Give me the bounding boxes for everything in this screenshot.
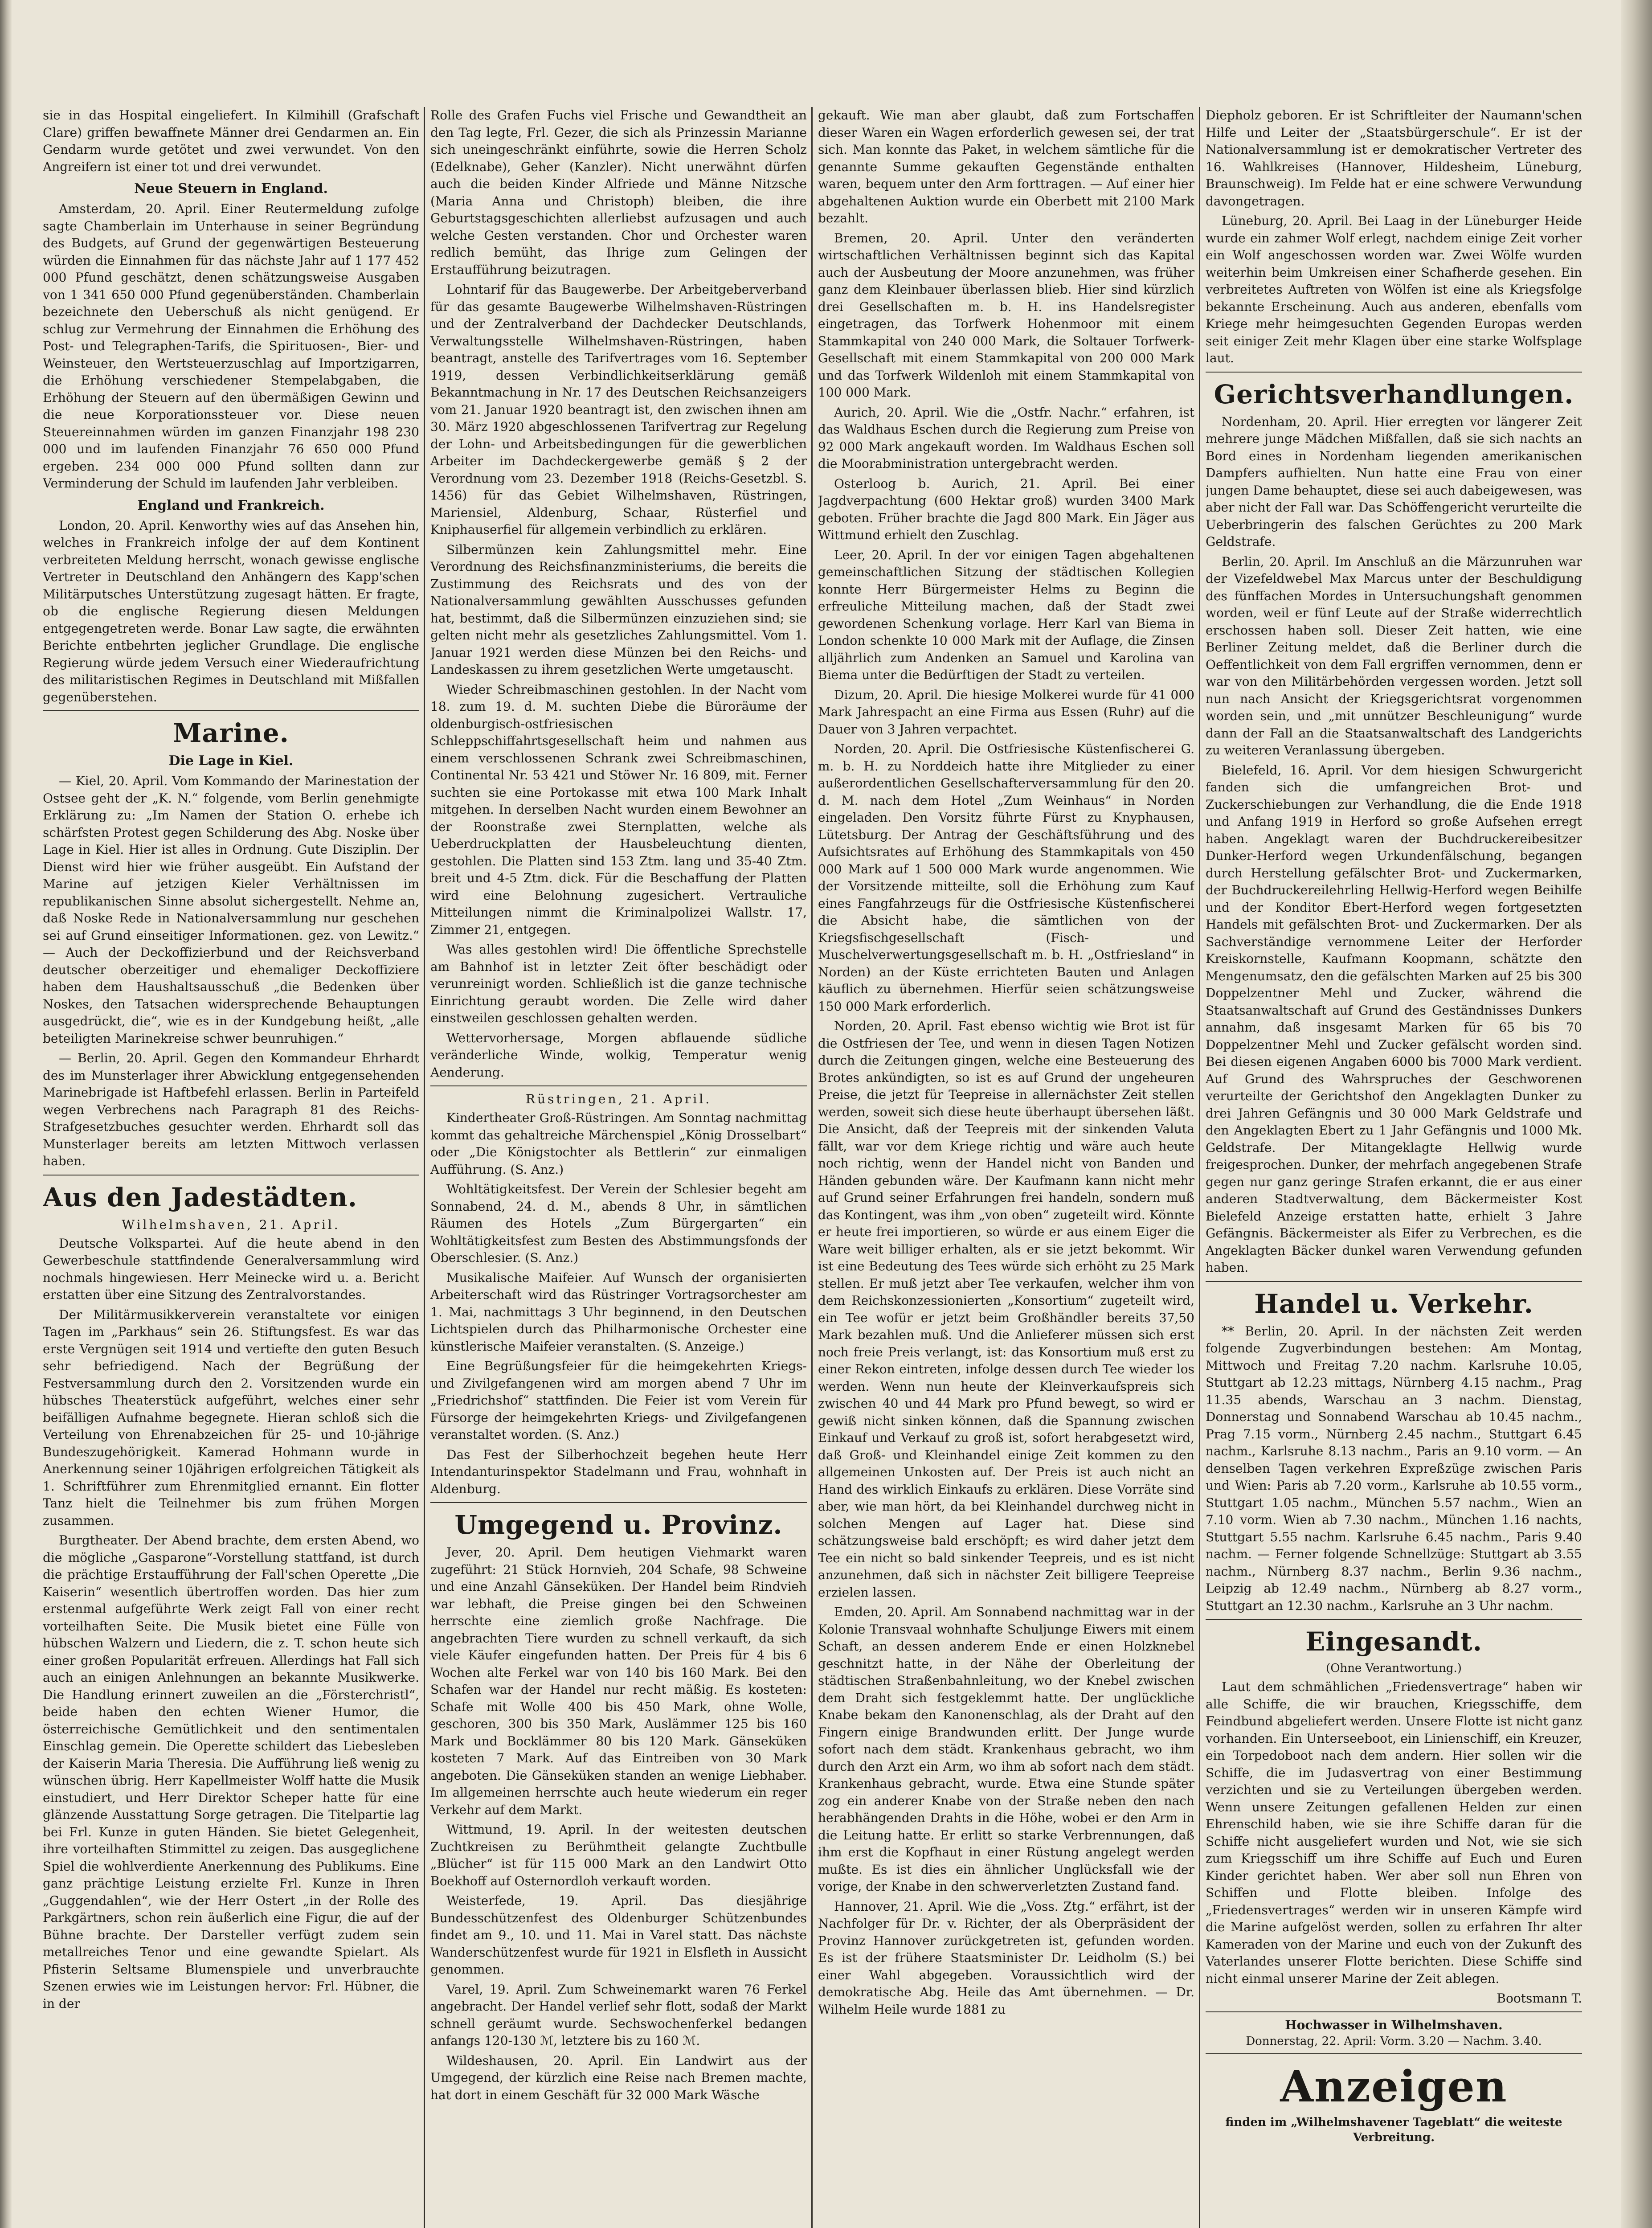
article-headline: Die Lage in Kiel. [168, 753, 294, 769]
column-rule [1199, 107, 1200, 2228]
section-divider [1206, 1281, 1582, 1282]
scan-edge-right [1621, 0, 1652, 2228]
newspaper-page [43, 107, 1589, 2228]
column-3 [818, 107, 1194, 2228]
dateline: Wilhelmshaven, 21. April. [122, 1217, 340, 1232]
column-2 [430, 107, 807, 2228]
editorial-note: (Ohne Verantwortung.) [1326, 1662, 1462, 1675]
article-paragraph: Berlin, 20. April. Im Anschluß an die Märzunruhen war der Vizefeldwebel Max Marcus unter der Beschuldigung des fünffachen Mordes in Untersuchungshaft genommen worden, weil er fünf Leute auf der Straße widerrechtlich erschossen haben soll. Dieser Zeit hatten, wie eine Berliner Zeitung meldet, daß die Berliner durch die Oeffentlichkeit von dem Fall ergriffen vernommen, denn er war von den Militärbehörden vergessen worden. Jetzt soll nun nach Ansicht der Kriegsgerichtsrat vorgenommen worden sein, und „mit unnützer Beschleunigung“ wurde dann der Fall an die Staatsanwaltschaft des Landgerichts zu weiteren Veranlassung übergeben. [1206, 554, 1582, 758]
article-paragraph: Kindertheater Groß-Rüstringen. Am Sonntag nachmittag kommt das gehaltreiche Märchenspiel „König Drosselbart“ oder „Die Königstochter als Bettlerin“ zur einmaligen Aufführung. (S. Anz.) [430, 1110, 807, 1177]
section-divider [430, 1085, 807, 1086]
section-divider [1206, 372, 1582, 373]
article-headline: Neue Steuern in England. [134, 181, 328, 197]
article-paragraph: Dizum, 20. April. Die hiesige Molkerei wurde für 41 000 Mark Jahrespacht an eine Firma aus Essen (Ruhr) auf die Dauer von 3 Jahren verpachtet. [818, 687, 1194, 737]
article-paragraph: Rolle des Grafen Fuchs viel Frische und Gewandtheit an den Tag legte, Frl. Gezer, die sich als Prinzessin Marianne sich uneingeschränkt einführte, sowie die Herren Scholz (Edelknabe), Geher (Kanzler). Nicht unerwähnt dürfen auch die beiden Kinder Alfriede und Männe Nitzsche (Maria Anna und Christoph) bleiben, die ihre Geburtstagsgeschichten allerliebst aufzusagen und auch welche Gesten verstanden. Chor und Orchester waren redlich bemüht, das Ihrige zum Gelingen der Erstaufführung beizutragen. [430, 108, 807, 277]
section-heading: Marine. [173, 718, 289, 748]
article-paragraph: Weisterfede, 19. April. Das diesjährige Bundesschützenfest des Oldenburger Schützenbundes findet am 9., 10. und 11. Mai in Varel statt. Das nächste Wanderschützenfest wurde für 1921 in Elsfleth in Aussicht genommen. [430, 1893, 807, 1977]
column-rule [811, 107, 813, 2228]
article-paragraph: Eine Begrüßungsfeier für die heimgekehrten Kriegs- und Zivilgefangenen wird am morgen abend 7 Uhr im „Friedrichshof“ stattfinden. Die Feier ist vom Verein für Fürsorge der heimgekehrten Kriegs- und Zivilgefangenen veranstaltet worden. (S. Anz.) [430, 1359, 807, 1442]
letter-signature: Bootsmann T. [1497, 1991, 1582, 2006]
article-paragraph: Nordenham, 20. April. Hier erregten vor längerer Zeit mehrere junge Mädchen Mißfallen, daß sie sich nachts an Bord eines in Nordenham liegenden amerikanischen Dampfers aufhielten. Nun hatte eine Frau von einer jungen Dame behauptet, diese sei auch dabeigewesen, was aber nicht der Fall war. Das Schöffengericht verurteilte die Ueberbringerin des falschen Gerüchtes zu 200 Mark Geldstrafe. [1206, 414, 1582, 549]
article-paragraph: Burgtheater. Der Abend brachte, dem ersten Abend, wo die mögliche „Gasparone“-Vorstellung stattfand, ist durch die prächtige Erstaufführung der Fall'schen Operette „Die Kaiserin“ wesentlich übertroffen worden. Das hier zum erstenmal aufgeführte Werk zeigt Fall von einer recht vorteilhaften Seite. Die Musik bietet eine Fülle von hübschen Walzern und Liedern, die z. T. schon heute sich einer großen Popularität erfreuen. Allerdings hat Fall sich auch an einigen Anlehnungen an bekannte Musikwerke. Die Handlung erinnert zuweilen an die „Försterchristl“, beide haben den echten Wiener Humor, die österreichische Gemütlichkeit und den sentimentalen Einschlag gemein. Die Operette schildert das Liebesleben der Kaiserin Maria Theresia. Die Aufführung ließ wenig zu wünschen übrig. Herr Kapellmeister Wolff hatte die Musik einstudiert, und Herr Direktor Scheper hatte für eine glänzende Ausstattung Sorge getragen. Die Titelpartie lag bei Frl. Kunze in guten Händen. Sie bietet Gelegenheit, ihre vorteilhaften Stimmittel zu zeigen. Das ausgeglichene Spiel die wohlverdiente Anerkennung des Publikums. Eine ganz prächtige Leistung erzielte Frl. Kunze in Ihren „Guggendahlen“, wie der Herr Ostert „in der Rolle des Parkgärtners, schon rein äußerlich eine Figur, die auf der Bühne brachte. Der Darsteller verfügt zudem sein metallreiches Tenor und eine gewandte Spielart. Als Pfisterin Seltsame Blumenspiele und unverbrauchte Szenen erwies wie im Leistungen hervor: Frl. Hübner, die in der [43, 1533, 419, 2011]
article-paragraph: sie in das Hospital eingeliefert. In Kilmihill (Grafschaft Clare) griffen bewaffnete Männer drei Gendarmen an. Ein Gendarm wurde getötet und zwei verwundet. Von den Angreifern ist einer tot und drei verwundet. [43, 108, 419, 174]
article-paragraph: — Berlin, 20. April. Gegen den Kommandeur Ehrhardt des im Munsterlager ihrer Abwicklung entgegensehenden Marinebrigade ist Haftbefehl erlassen. Berlin in Parteifeld wegen Verbrechens nach Paragraph 81 des Reichs-Strafgesetzbuches gesuchter werden. Ehrhardt soll das Munsterlager bereits am letzten Mittwoch verlassen haben. [43, 1051, 419, 1168]
article-paragraph: Hannover, 21. April. Wie die „Voss. Ztg.“ erfährt, ist der Nachfolger für Dr. v. Richter, der als Oberpräsident der Provinz Hannover zurückgetreten ist, gefunden worden. Es ist der frühere Staatsminister Dr. Leidholm (S.) bei einer Wahl abgegeben. Voraussichtlich wird der demokratische Abg. Heile das Amt übernehmen. — Dr. Wilhelm Heile wurde 1881 zu [818, 1899, 1194, 2017]
section-divider [43, 710, 419, 711]
article-paragraph: Wohltätigkeitsfest. Der Verein der Schlesier begeht am Sonnabend, 24. d. M., abends 8 Uhr, in sämtlichen Räumen des Hotels „Zum Bürgergarten“ ein Wohltätigkeitsfest zum Besten des Abstimmungsfonds der Oberschlesier. (S. Anz.) [430, 1182, 807, 1265]
article-paragraph: Varel, 19. April. Zum Schweinemarkt waren 76 Ferkel angebracht. Der Handel verlief sehr flott, sodaß der Markt schnell geräumt wurde. Sechswochenferkel bedangen anfangs 120-130 ℳ, letztere bis zu 160 ℳ. [430, 1982, 807, 2048]
ads-note: finden im „Wilhelmshavener Tageblatt“ die weiteste Verbreitung. [1225, 2116, 1562, 2144]
section-divider [1206, 2053, 1582, 2054]
tide-title: Hochwasser in Wilhelmshaven. [1285, 2018, 1503, 2032]
article-paragraph: Lohntarif für das Baugewerbe. Der Arbeitgeberverband für das gesamte Baugewerbe Wilhelmshaven-Rüstringen und der Zentralverband der Dachdecker Deutschlands, Verwaltungsstelle Wilhelmshaven-Rüstringen, haben beantragt, anstelle des Tarifvertrages vom 16. September 1919, dessen Verbindlichkeitserklärung gemäß Bekanntmachung in Nr. 17 des Deutschen Reichsanzeigers vom 21. Januar 1920 beantragt ist, den zwischen ihnen am 30. März 1920 abgeschlossenen Tarifvertrag zur Regelung der Lohn- und Arbeitsbedingungen für die gewerblichen Arbeiter im Dachdeckergewerbe gemäß § 2 der Verordnung vom 23. Dezember 1918 (Reichs-Gesetzbl. S. 1456) für das Gebiet Wilhelmshaven, Rüstringen, Mariensiel, Aldenburg, Schaar, Rüsterfiel und Kniphauserfiel für allgemein verbindlich zu erklären. [430, 282, 807, 537]
section-divider [1206, 2011, 1582, 2012]
article-paragraph: Bremen, 20. April. Unter den veränderten wirtschaftlichen Verhältnissen beginnt sich das Kapital auch der Ausbeutung der Moore anzunehmen, was früher ganz dem Kleinbauer überlassen blieb. Hier sind kürzlich drei Gesellschaften m. b. H. ins Handelsregister eingetragen, das Torfwerk Hohenmoor mit einem Stammkapital von 240 000 Mark, die Soltauer Torfwerk-Gesellschaft mit einem Stammkapital von 200 000 Mark und das Torfwerk Wildenloh mit einem Stammkapital von 100 000 Mark. [818, 230, 1194, 400]
article-paragraph: Osterloog b. Aurich, 21. April. Bei einer Jagdverpachtung (600 Hektar groß) wurden 3400 Mark geboten. Früher brachte die Jagd 800 Mark. Ein Jäger aus Wittmund erhielt den Zuschlag. [818, 476, 1194, 542]
section-heading: Umgegend u. Provinz. [454, 1510, 783, 1540]
article-paragraph: London, 20. April. Kenworthy wies auf das Ansehen hin, welches in Frankreich infolge der auf dem Kontinent verbreiteten Meldung herrscht, wonach gewisse englische Vertreter in Deutschland den Anhängern des Kapp'schen Militärputsches Unterstützung zugesagt hätten. Er fragte, ob die englische Regierung diesen Meldungen entgegengetreten werde. Bonar Law sagte, die erwähnten Berichte entbehrten jeglicher Grundlage. Die englische Regierung würde jedem Versuch einer Wiederaufrichtung des militaristischen Regimes in Deutschland mit Mißfallen gegenüberstehen. [43, 518, 419, 704]
article-paragraph: Bielefeld, 16. April. Vor dem hiesigen Schwurgericht fanden sich die umfangreichen Brot- und Zuckerschiebungen zur Verhandlung, die die Ende 1918 und Anfang 1919 in Herford so große Aufsehen erregt haben. Angeklagt waren der Buchdruckereibesitzer Dunker-Herford wegen Urkundenfälschung, begangen durch Herstellung gefälschter Brot- und Zuckermarken, der Buchdruckereilehrling Hellwig-Herford wegen Beihilfe und der Konditor Ebert-Herford wegen fortgesetzten Handels mit gefälschten Brot- und Zuckermarken. Der als Sachverständige vernommene Leiter der Herforder Kreiskornstelle, Kaufmann Koopmann, schätzte den Mengenumsatz, den die gefälschten Marken auf 25 bis 300 Doppelzentner Mehl und Zucker, während die Staatsanwaltschaft auf Grund des Geständnisses Dunkers annahm, daß insgesamt Marken für 65 bis 70 Doppelzentner Mehl und Zucker gefälscht worden sind. Bei diesen eigenen Angaben 6000 bis 7000 Mark verdient. Auf Grund des Wahrspruches der Geschworenen verurteilte der Gerichtshof den Angeklagten Dunker zu drei Jahren Gefängnis und 30 000 Mark Geldstrafe und den Angeklagten Ebert zu 1 Jahr Gefängnis und 1000 Mk. Geldstrafe. Der Mitangeklagte Hellwig wurde freigesprochen. Dunker, der mehrfach angegebenen Strafe gegen nur ganz geringe Strafen erkannt, die er aus einer anderen Stadtverwaltung, dem Bäckermeister Kost Bielefeld Anzeige erstatten hatte, erhielt 3 Jahre Gefängnis. Bäckermeister als Eifer zu Verbrechen, es die Angeklagten Bäcker dunkel waren Verwendung gefunden haben. [1206, 762, 1582, 1275]
section-heading: Gerichtsverhandlungen. [1214, 379, 1574, 410]
section-divider [430, 1502, 807, 1503]
article-paragraph: ** Berlin, 20. April. In der nächsten Zeit werden folgende Zugverbindungen bestehen: Am Montag, Mittwoch und Freitag 7.20 nachm. Karlsruhe 10.05, Stuttgart ab 12.23 mittags, Nürnberg 4.15 nachm., Prag 11.35 abends, Warschau an 3 nachm. Dienstag, Donnerstag und Sonnabend Warschau ab 10.45 nachm., Prag 7.15 vorm., Nürnberg 2.45 nachm., Stuttgart 6.45 nachm., Karlsruhe 8.13 nachm., Paris an 9.10 vorm. — An denselben Tagen verkehren Expreßzüge zwischen Paris und Wien: Paris ab 7.20 vorm., Karlsruhe ab 10.55 vorm., Stuttgart 1.05 nachm., München 5.57 nachm., Wien an 7.10 vorm. Wien ab 7.30 nachm., München 1.16 nachts, Stuttgart 5.55 nachm. Karlsruhe 6.45 nachm., Paris 9.40 nachm. — Ferner folgende Schnellzüge: Stuttgart ab 3.55 nachm., Nürnberg 8.37 nachm., Berlin 9.36 nachm., Leipzig ab 12.49 nachm., Nürnberg ab 8.27 vorm., Stuttgart an 12.30 nachm., Karlsruhe an 3 Uhr nachm. [1206, 1323, 1582, 1613]
article-paragraph: Wildeshausen, 20. April. Ein Landwirt aus der Umgegend, der kürzlich eine Reise nach Bremen machte, hat dort in einem Geschäft für 32 000 Mark Wäsche [430, 2053, 807, 2102]
section-heading: Aus den Jadestädten. [43, 1182, 357, 1212]
article-headline: England und Frankreich. [137, 497, 325, 513]
article-paragraph: Norden, 20. April. Fast ebenso wichtig wie Brot ist für die Ostfriesen der Tee, und wenn in diesen Tagen Notizen durch die Zeitungen gingen, welche eine Besteuerung des Brotes ankündigten, so ist es auf Grund der ungeheuren Preise, die jetzt für Teepreise in allernächster Zeit stellen werden, soweit sich diese heute überhaupt übersehen läßt. Die Ansicht, daß der Teepreis mit der sinkenden Valuta fällt, war vor dem Kriege richtig und wäre auch heute noch richtig, wenn der Handel nicht von Banden und Händen gebunden wäre. Der Kaufmann kann nicht mehr auf Grund seiner Erfahrungen frei handeln, sondern muß das Kontingent, was ihm „von oben“ zugeteilt wird. Könnte er heute frei importieren, so würde er aus einem Eiger die Ware weit billiger erhalten, als er sie jetzt bekommt. Wir ist eine Bedeutung des Tees würde sich erhöht zu 25 Mark stellen. Er muß jetzt aber Tee verkaufen, welcher ihm von dem Reichskonzessionierten „Konsortium“ zugeteilt wird, ein Tee wofür er jetzt beim Großhändler bereits 37,50 Mark bezahlen muß. Und die Anlieferer müssen sich erst noch freie Preis verlangt, ist: das Konsortium muß erst zu einer Rekon eintreten, infolge dessen durch Tee wieder los werden. Wenn nun heute der Kleinverkaufspreis sich zwischen 40 und 44 Mark pro Pfund bewegt, so wird er gewiß nicht sinken können, daß die Spannung zwischen Einkauf und Verkauf zu groß ist, sofort herabgesetzt wird, daß Groß- und Kleinhandel einige Zeit kommen zu den allgemeinen Unkosten auf. Der Preis ist auch nicht an Hand des wirklich Einkaufs zu erklären. Diese Vorräte sind aber, wie man hört, da bei Kleinhandel durchweg nicht in solchen Mengen auf Lager hat. Diese sind schätzungsweise bald erschöpft; es wird daher jetzt dem Tee ein nicht so bald sinkender Teepreis, und es ist nicht anzunehmen, daß sich in nächster Zeit billigere Teepreise erzielen lassen. [818, 1019, 1194, 1600]
article-paragraph: Aurich, 20. April. Wie die „Ostfr. Nachr.“ erfahren, ist das Waldhaus Eschen durch die Regierung zum Preise von 92 000 Mark angekauft worden. Im Waldhaus Eschen soll die Moorabministration untergebracht werden. [818, 405, 1194, 471]
ads-heading: Anzeigen [1280, 2061, 1508, 2112]
section-divider [1206, 1619, 1582, 1620]
scan-edge-left [0, 0, 12, 2228]
article-paragraph: Lüneburg, 20. April. Bei Laag in der Lüneburger Heide wurde ein zahmer Wolf erlegt, nachdem einige Zeit vorher ein Wolf angeschossen worden war. Zwei Wölfe wurden weiterhin beim Umkreisen einer Schafherde gesehen. Ein verbreitetes Auftreten von Wölfen ist eine als Kriegsfolge bekannte Erscheinung. Auch aus anderen, ebenfalls vom Kriege mehr heimgesuchten Gegenden Europas werden seit einiger Zeit mehr Klagen über eine starke Wolfsplage laut. [1206, 213, 1582, 365]
article-paragraph: Wettervorhersage, Morgen abflauende südliche veränderliche Winde, wolkig, Temperatur wenig Aenderung. [430, 1030, 807, 1080]
tide-times: Donnerstag, 22. April: Vorm. 3.20 — Nachm. 3.40. [1246, 2035, 1542, 2048]
article-paragraph: Leer, 20. April. In der vor einigen Tagen abgehaltenen gemeinschaftlichen Sitzung der städtischen Kollegien konnte Herr Bürgermeister Helms zu Beginn die erfreuliche Mitteilung machen, daß der Stadt zwei gewordenen Schenkung vorlage. Herr Karl van Biema in London schenkte 10 000 Mark mit der Auflage, die Zinsen alljährlich zum Andenken an Samuel und Karolina van Biema unter die Bedürftigen der Stadt zu verteilen. [818, 547, 1194, 682]
article-paragraph: Wittmund, 19. April. In der weitesten deutschen Zuchtkreisen zu Berühmtheit gelangte Zuchtbulle „Blücher“ ist für 115 000 Mark an den Landwirt Otto Boekhoff auf Osternordloh verkauft worden. [430, 1822, 807, 1888]
column-1 [43, 107, 419, 2228]
article-paragraph: Emden, 20. April. Am Sonnabend nachmittag war in der Kolonie Transvaal wohnhafte Schuljunge Eiwers mit einem Schaft, an dessen anderem Ende er einen Holzknebel geschnitzt hatte, in der Nähe der Oberleitung der städtischen Straßenbahnleitung, wo der Knebel zwischen dem Draht sich festgeklemmt hatte. Der unglückliche Knabe bekam den Kanonenschlag, als der Draht auf den Fingern einige Brandwunden erlitt. Der Junge wurde sofort nach dem städt. Krankenhaus gebracht, wo ihm durch den Arzt ein Arm, wo ihm ab sofort nach dem städt. Krankenhaus gebracht, wurde. Etwa eine Stunde später zog ein anderer Knabe von der Straße neben den nach herabhängenden Drahts in die Höhe, wobei er den Arm in die Leitung hatte. Er erlitt so starke Verbrennungen, daß ihm erst die Kopfhaut in einer Rüstung angelegt werden mußte. Es ist dies ein ähnlicher Unglücksfall wie der vorige, der Knabe in den schwerverletzten Zustand fand. [818, 1605, 1194, 1894]
section-heading: Handel u. Verkehr. [1254, 1288, 1533, 1319]
column-rule [424, 107, 425, 2228]
article-paragraph: Musikalische Maifeier. Auf Wunsch der organisierten Arbeiterschaft wird das Rüstringer Vortragsorchester am 1. Mai, nachmittags 3 Uhr beginnend, in den Deutschen Lichtspielen durch das Philharmonische Orchester eine künstlerische Maifeier veranstalten. (S. Anzeige.) [430, 1270, 807, 1354]
article-paragraph: Was alles gestohlen wird! Die öffentliche Sprechstelle am Bahnhof ist in letzter Zeit öfter beschädigt oder verunreinigt worden. Schließlich ist die ganze technische Einrichtung geraubt worden. Die Zelle wird daher einstweilen geschlossen gehalten werden. [430, 942, 807, 1025]
article-paragraph: gekauft. Wie man aber glaubt, daß zum Fortschaffen dieser Waren ein Wagen erforderlich gewesen sei, der trat sich. Man konnte das Paket, in welchem sämtliche für die genannte Summe gekauften Gegenstände enthalten waren, bequem unter den Arm forttragen. — Auf einer hier abgehaltenen Auktion wurde ein Oberbett mit 2100 Mark bezahlt. [818, 108, 1194, 225]
article-paragraph: Der Militärmusikkerverein veranstaltete vor einigen Tagen im „Parkhaus“ sein 26. Stiftungsfest. Es war das erste Vergnügen seit 1914 und vertiefte den guten Besuch sehr befriedigend. Nach der Begrüßung der Festversammlung durch den 2. Vorsitzenden wurde ein hübsches Theaterstück aufgeführt, welches einer sehr beifälligen Aufnahme begegnete. Hieran schloß sich die Verteilung von Ehrenabzeichen für 25- und 10-jährige Bundeszugehörigkeit. Kamerad Hohmann wurde in Anerkennung seiner 10jährigen erfolgreichen Tätigkeit als 1. Schriftführer zum Ehrenmitglied ernannt. Ein flotter Tanz hielt die Teilnehmer bis zum frühen Morgen zusammen. [43, 1307, 419, 1528]
article-paragraph: Norden, 20. April. Die Ostfriesische Küstenfischerei G. m. b. H. zu Norddeich hatte ihre Mitglieder zu einer außerordentlichen Gesellschafterversammlung für den 20. d. M. nach dem Hotel „Zum Weinhaus“ in Norden eingeladen. Den Vorsitz führte Fürst zu Knyphausen, Lütetsburg. Der Antrag der Geschäftsführung und des Aufsichtsrates auf Erhöhung des Stammkapitals von 450 000 Mark auf 1 500 000 Mark wurde angenommen. Wie der Vorsitzende mitteilte, soll die Erhöhung zum Kauf eines Fangfahrzeugs für die Ostfriesische Küstenfischerei die Absicht habe, die sämtlichen von der Kriegsfischgesellschaft (Fisch- und Muschelverwertungsgesellschaft m. b. H. „Ostfriesland“ in Norden) an der Küste errichteten Bauten und Anlagen käuflich zu übernehmen. Hierfür seien schätzungsweise 150 000 Mark erforderlich. [818, 741, 1194, 1014]
article-paragraph: — Kiel, 20. April. Vom Kommando der Marinestation der Ostsee geht der „K. N.“ folgende, vom Berlin genehmigte Erklärung zu: „Im Namen der Station O. erhebe ich schärfsten Protest gegen Schilderung des Abg. Noske über Lage in Kiel. Hier ist alles in Ordnung. Gute Disziplin. Der Dienst wird hier wie früher ausgeübt. Ein Aufstand der Marine auf jetzigen Kieler Verhältnissen im republikanischen Sinne absolut sichergestellt. Nehme an, daß Noske Rede in Nationalversammlung nur geschehen sei auf Grund einseitiger Informationen. gez. von Lewitz.“ — Auch der Deckoffizierbund und der Reichsverband deutscher oberzeitiger und ehemaliger Deckoffiziere haben dem Haushaltsausschuß „die Bedenken über Noskes, den Tatsachen widersprechende Behauptungen ausgedrückt, die“, wie es in der Kundgebung heißt, „alle beteiligten Marinekreise schwer beunruhigen.“ [43, 774, 419, 1046]
article-paragraph: Silbermünzen kein Zahlungsmittel mehr. Eine Verordnung des Reichsfinanzministeriums, die bereits die Zustimmung des Reichsrats und des von der Nationalversammlung gewählten Ausschusses gefunden hat, bestimmt, daß die Silbermünzen einzuziehen sind; sie gelten nicht mehr als gesetzliches Zahlungsmittel. Vom 1. Januar 1921 werden diese Münzen bei den Reichs- und Landeskassen zu ihrem gesetzlichen Werte umgetauscht. [430, 542, 807, 677]
article-paragraph: Das Fest der Silberhochzeit begehen heute Herr Intendanturinspektor Stadelmann und Frau, wohnhaft in Aldenburg. [430, 1447, 807, 1496]
article-paragraph: Diepholz geboren. Er ist Schriftleiter der Naumann'schen Hilfe und Leiter der „Staatsbürgerschule“. Er ist der Nationalversammlung ist er demokratischer Vertreter des 16. Wahlkreises (Hannover, Hildesheim, Lüneburg, Braunschweig). Im Felde hat er eine schwere Verwundung davongetragen. [1206, 108, 1582, 209]
column-4 [1206, 107, 1582, 2228]
article-paragraph: Deutsche Volkspartei. Auf die heute abend in den Gewerbeschule stattfindende Generalversammlung wird nochmals hingewiesen. Herr Meinecke wird u. a. Bericht erstatten über eine Sitzung des Zentralvorstandes. [43, 1236, 419, 1302]
dateline: Rüstringen, 21. April. [525, 1092, 712, 1106]
article-paragraph: Laut dem schmählichen „Friedensvertrage“ haben wir alle Schiffe, die wir brauchen, Kriegsschiffe, dem Feindbund abgeliefert werden. Unsere Flotte ist nicht ganz vorhanden. Ein Unterseeboot, ein Linienschiff, ein Kreuzer, ein Torpedoboot nach dem andern. Hier sollen wir die Schiffe, die im Judasvertrag von einer Bestimmung verzichten und sie zu Verteilungen übergeben werden. Wenn unsere Zeitungen gefallenen Helden zur einen Ehrenschild haben, wie sie ihre Schiffe daran für die Schiffe nicht ausgeliefert wurden und Not, wie sie sich zum Kriegsschiff um ihre Schiffe auf Euch und Euren Kinder gerichtet haben. Wer aber soll nun Ehren von Schiffen und Flotte bleiben. Infolge des „Friedensvertrages“ werden wir in unseren Kämpfe wird die Marine aufgelöst werden, sollen zu erfahren Ihr alter Kameraden von der Marine und euch von der Zukunft des Vaterlandes unserer Flotte berichten. Diese Schiffe sind nicht einmal unserer Marine der Zeit ablegen. [1206, 1679, 1582, 1986]
section-heading: Eingesandt. [1305, 1626, 1482, 1657]
article-paragraph: Wieder Schreibmaschinen gestohlen. In der Nacht vom 18. zum 19. d. M. suchten Diebe die Büroräume der oldenburgisch-ostfriesischen Schleppschiffahrtsgesellschaft heim und nahmen aus einem verschlossenen Schrank zwei Schreibmaschinen, Continental Nr. 53 421 und Stöwer Nr. 16 809, mit. Ferner suchten sie eine Portokasse mit etwa 100 Mark Inhalt mitgehen. In derselben Nacht wurden einem Bewohner an der Roonstraße zwei Sternplatten, welche als Ueberdruckplatten der Hausbeleuchtung dienten, gestohlen. Die Platten sind 153 Ztm. lang und 35-40 Ztm. breit und 4-5 Ztm. dick. Für die Beschaffung der Platten wird eine Belohnung zugesichert. Vertrauliche Mitteilungen nimmt die Kriminalpolizei Wallstr. 17, Zimmer 21, entgegen. [430, 682, 807, 937]
article-paragraph: Amsterdam, 20. April. Einer Reutermeldung zufolge sagte Chamberlain im Unterhause in seiner Begründung des Budgets, auf Grund der gegenwärtigen Besteuerung würden die Einnahmen für das nächste Jahr auf 1 177 452 000 Pfund geschätzt, denen schätzungsweise Ausgaben von 1 341 650 000 Pfund gegenüberständen. Chamberlain bezeichnete den Ueberschuß als nicht genügend. Er schlug zur Vermehrung der Einnahmen die Erhöhung des Post- und Telegraphen-Tarifs, die Spirituosen-, Bier- und Weinsteuer, den Wertsteuerzuschlag auf Importzigarren, die Erhöhung verschiedener Stempelabgaben, die Erhöhung der Steuern auf den übermäßigen Gewinn und die neue Korporationssteuer vor. Diese neuen Steuereinnahmen würden im ganzen Finanzjahr 198 230 000 und im laufenden Finanzjahr 76 650 000 Pfund ergeben. 234 000 000 Pfund sollten dann zur Verminderung der Schuld im laufenden Jahr verbleiben. [43, 201, 419, 491]
article-paragraph: Jever, 20. April. Dem heutigen Viehmarkt waren zugeführt: 21 Stück Hornvieh, 204 Schafe, 98 Schweine und eine Anzahl Gänseküken. Der Handel beim Rindvieh war lebhaft, die Preise gingen bei den Schweinen herrschte eine ziemlich große Nachfrage. Die angebrachten Tiere wurden zu schnell verkauft, da sich viele Käufer eingefunden hatten. Der Preis für 4 bis 6 Wochen alte Ferkel war von 140 bis 160 Mark. Bei den Schafen war der Handel nur recht mäßig. Es kosteten: Schafe mit Wolle 400 bis 450 Mark, ohne Wolle, geschoren, 300 bis 350 Mark, Auslämmer 125 bis 160 Mark und Bocklämmer 80 bis 120 Mark. Gänseküken kosteten 7 Mark. Auf das Eintreiben von 30 Mark angeboten. Die Gänseküken standen an wenige Liebhaber. Im allgemeinen herrschte auch heute wiederum ein reger Verkehr auf dem Markt. [430, 1545, 807, 1817]
